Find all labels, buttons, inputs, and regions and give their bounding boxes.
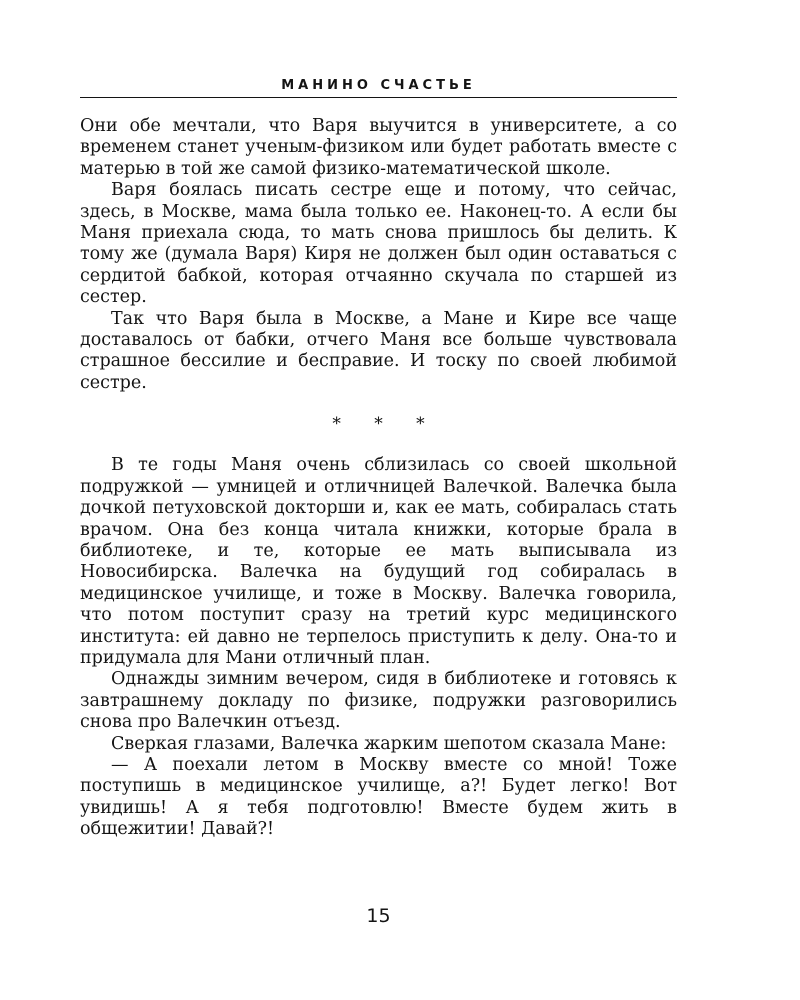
paragraph: Сверкая глазами, Валечка жарким шепотом сказала Мане: bbox=[111, 733, 667, 754]
paragraph: В те годы Маня очень сблизилась со своей школьной подружкой — умницей и отличницей Валечкой. Валечка была дочкой петуховской докторши и, как ее мать, собиралась стать врачом. Она без конца читала книжки, которые брала в библиотеке, и те, которые ее мать выписывала из Новосибирска. Валечка на будущий год собиралась в медицинское училище, и тоже в Москву. Валечка говорила, что потом поступит сразу на третий курс медицинского института: ей давно не терпелось приступить к делу. Она-то и придумала для Мани отличный план. bbox=[80, 455, 677, 668]
header-rule bbox=[80, 97, 677, 98]
body-text bbox=[80, 116, 677, 841]
dialogue-paragraph: — А поехали летом в Москву вместе со мной! Тоже поступишь в медицинское училище, а?! Будет легко! Вот увидишь! А я тебя подготовлю! Вместе будем жить в общежитии! Давай?! bbox=[80, 754, 677, 840]
paragraph-continuation: Они обе мечтали, что Варя выучится в университете, а со временем станет ученым-физиком или будет работать вместе с матерью в той же самой физико-математической школе. bbox=[80, 116, 677, 179]
paragraph: Варя боялась писать сестре еще и потому, что сейчас, здесь, в Москве, мама была только ее. Наконец-то. А если бы Маня приехала сюда, то мать снова пришлось бы делить. К тому же (думала Варя) Киря не должен был один оставаться с сердитой бабкой, которая отчаянно скучала по старшей из сестер. bbox=[80, 180, 677, 308]
section-separator: * * * bbox=[332, 414, 439, 435]
paragraph: Так что Варя была в Москве, а Мане и Кире все чаще доставалось от бабки, отчего Маня все больше чувствовала страшное бессилие и бесправие. И тоску по своей любимой сестре. bbox=[80, 308, 677, 393]
page-number: 15 bbox=[366, 905, 391, 927]
running-header: МАНИНО СЧАСТЬЕ bbox=[281, 78, 476, 93]
paragraph: Однажды зимним вечером, сидя в библиотеке и готовясь к завтрашнему докладу по физике, подружки разговорились снова про Валечкин отъезд. bbox=[80, 669, 677, 733]
